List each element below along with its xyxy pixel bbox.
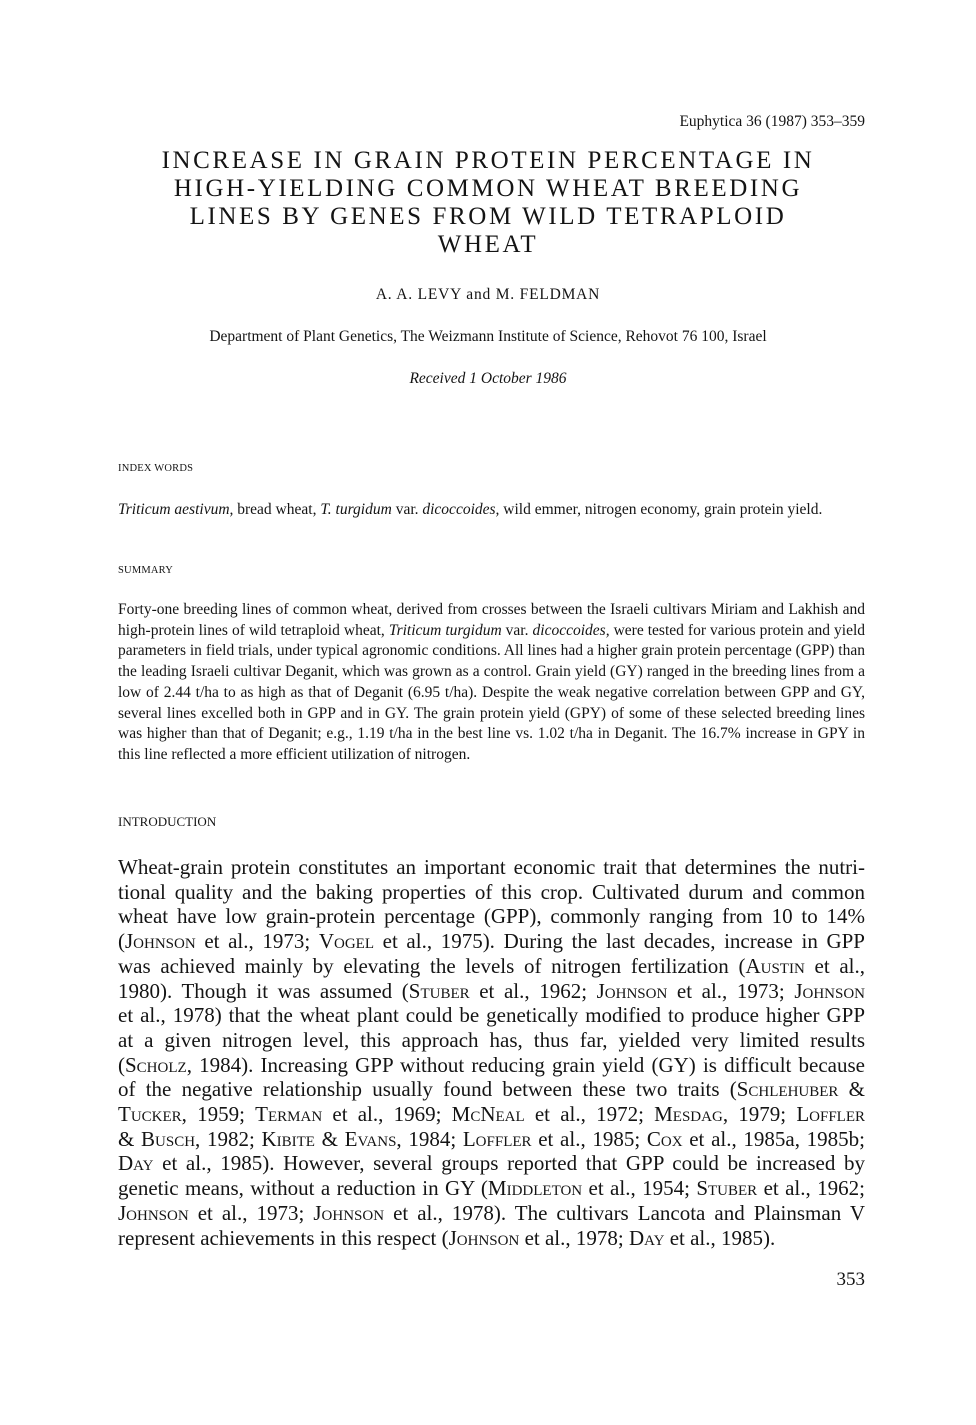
text-line: Johnson et al., 1973; Johnson et al., 1978). The cultivars Lancota and Plainsman V — [118, 1200, 865, 1225]
title-line: WHEAT — [437, 231, 539, 258]
text-line: (Scholz, 1984). Increasing GPP without reducing grain yield (GY) is difficult because — [118, 1052, 865, 1077]
authors: A. A. LEVY and M. FELDMAN — [375, 286, 601, 303]
affiliation: Department of Plant Genetics, The Weizmann Institute of Science, Rehovot 76 100, Israel — [209, 328, 767, 345]
text-line: of the negative relationship usually found between these two traits (Schlehuber & — [118, 1077, 865, 1102]
introduction-heading: INTRODUCTION — [118, 814, 217, 829]
text-line: wheat have low grain-protein percentage (GPP), commonly ranging from 10 to 14% — [118, 904, 865, 929]
journal-reference: Euphytica 36 (1987) 353–359 — [679, 113, 865, 130]
received-date: Received 1 October 1986 — [409, 370, 567, 387]
text-line: represent achievements in this respect (Johnson et al., 1978; Day et al., 1985). — [118, 1225, 776, 1250]
title-line: HIGH-YIELDING COMMON WHEAT BREEDING — [173, 175, 803, 202]
article-title — [100, 147, 876, 259]
text-line: genetic means, without a reduction in GY (Middleton et al., 1954; Stuber et al., 1962; — [118, 1176, 865, 1201]
text-line: at a given nitrogen level, this approach has, thus far, yielded very limited results — [118, 1027, 865, 1052]
text-line: tional quality and the baking properties of this crop. Cultivated durum and common — [118, 879, 865, 904]
summary-text: Forty-one breeding lines of common wheat, derived from crosses between the Israeli cultivars Miriam and Lakhish and high-protein lines of wild tetraploid wheat, Triticum turgidum var. dicoccoides, were tested for various protein and yield parameters in field trials, under typical agronomic conditions. All lines had a higher grain protein percentage (GPP) than the leading Israeli cultivar Deganit, which was grown as a control. Grain yield (GY) ranged in the breeding lines from a low of 2.44 t/ha to as high as that of Deganit (6.95 t/ha). Despite the weak negative correlation between GPP and GY, several lines excelled both in GPP and in GY. The grain protein yield (GPY) of some of these selected breeding lines was higher than that of Deganit; e.g., 1.19 t/ha in the best line vs. 1.02 t/ha in Deganit. The 16.7% increase in GPY in this line reflected a more efficient utilization of nitrogen. — [118, 601, 866, 763]
index-words-heading: INDEX WORDS — [118, 463, 194, 474]
page-number: 353 — [836, 1269, 865, 1290]
text-line: Tucker, 1959; Terman et al., 1969; McNeal et al., 1972; Mesdag, 1979; Loffler — [118, 1102, 865, 1127]
introduction-text — [118, 855, 865, 1250]
summary-heading: SUMMARY — [118, 565, 174, 576]
text-line: was achieved mainly by elevating the levels of nitrogen fertilization (Austin et al., — [118, 953, 865, 978]
title-line: INCREASE IN GRAIN PROTEIN PERCENTAGE IN — [161, 147, 815, 174]
text-line: Day et al., 1985). However, several groups reported that GPP could be increased by — [118, 1151, 865, 1176]
title-line: LINES BY GENES FROM WILD TETRAPLOID — [189, 203, 787, 230]
text-line: (Johnson et al., 1973; Vogel et al., 1975). During the last decades, increase in GPP — [118, 929, 865, 954]
index-words-text: Triticum aestivum, bread wheat, T. turgidum var. dicoccoides, wild emmer, nitrogen economy, grain protein yield. — [118, 501, 823, 518]
text-line: Wheat-grain protein constitutes an important economic trait that determines the nutri- — [118, 855, 865, 879]
text-line: 1980). Though it was assumed (Stuber et al., 1962; Johnson et al., 1973; Johnson — [118, 978, 865, 1003]
text-line: et al., 1978) that the wheat plant could be genetically modified to produce higher GPP — [118, 1003, 865, 1028]
text-line: & Busch, 1982; Kibite & Evans, 1984; Loffler et al., 1985; Cox et al., 1985a, 1985b; — [118, 1126, 865, 1151]
